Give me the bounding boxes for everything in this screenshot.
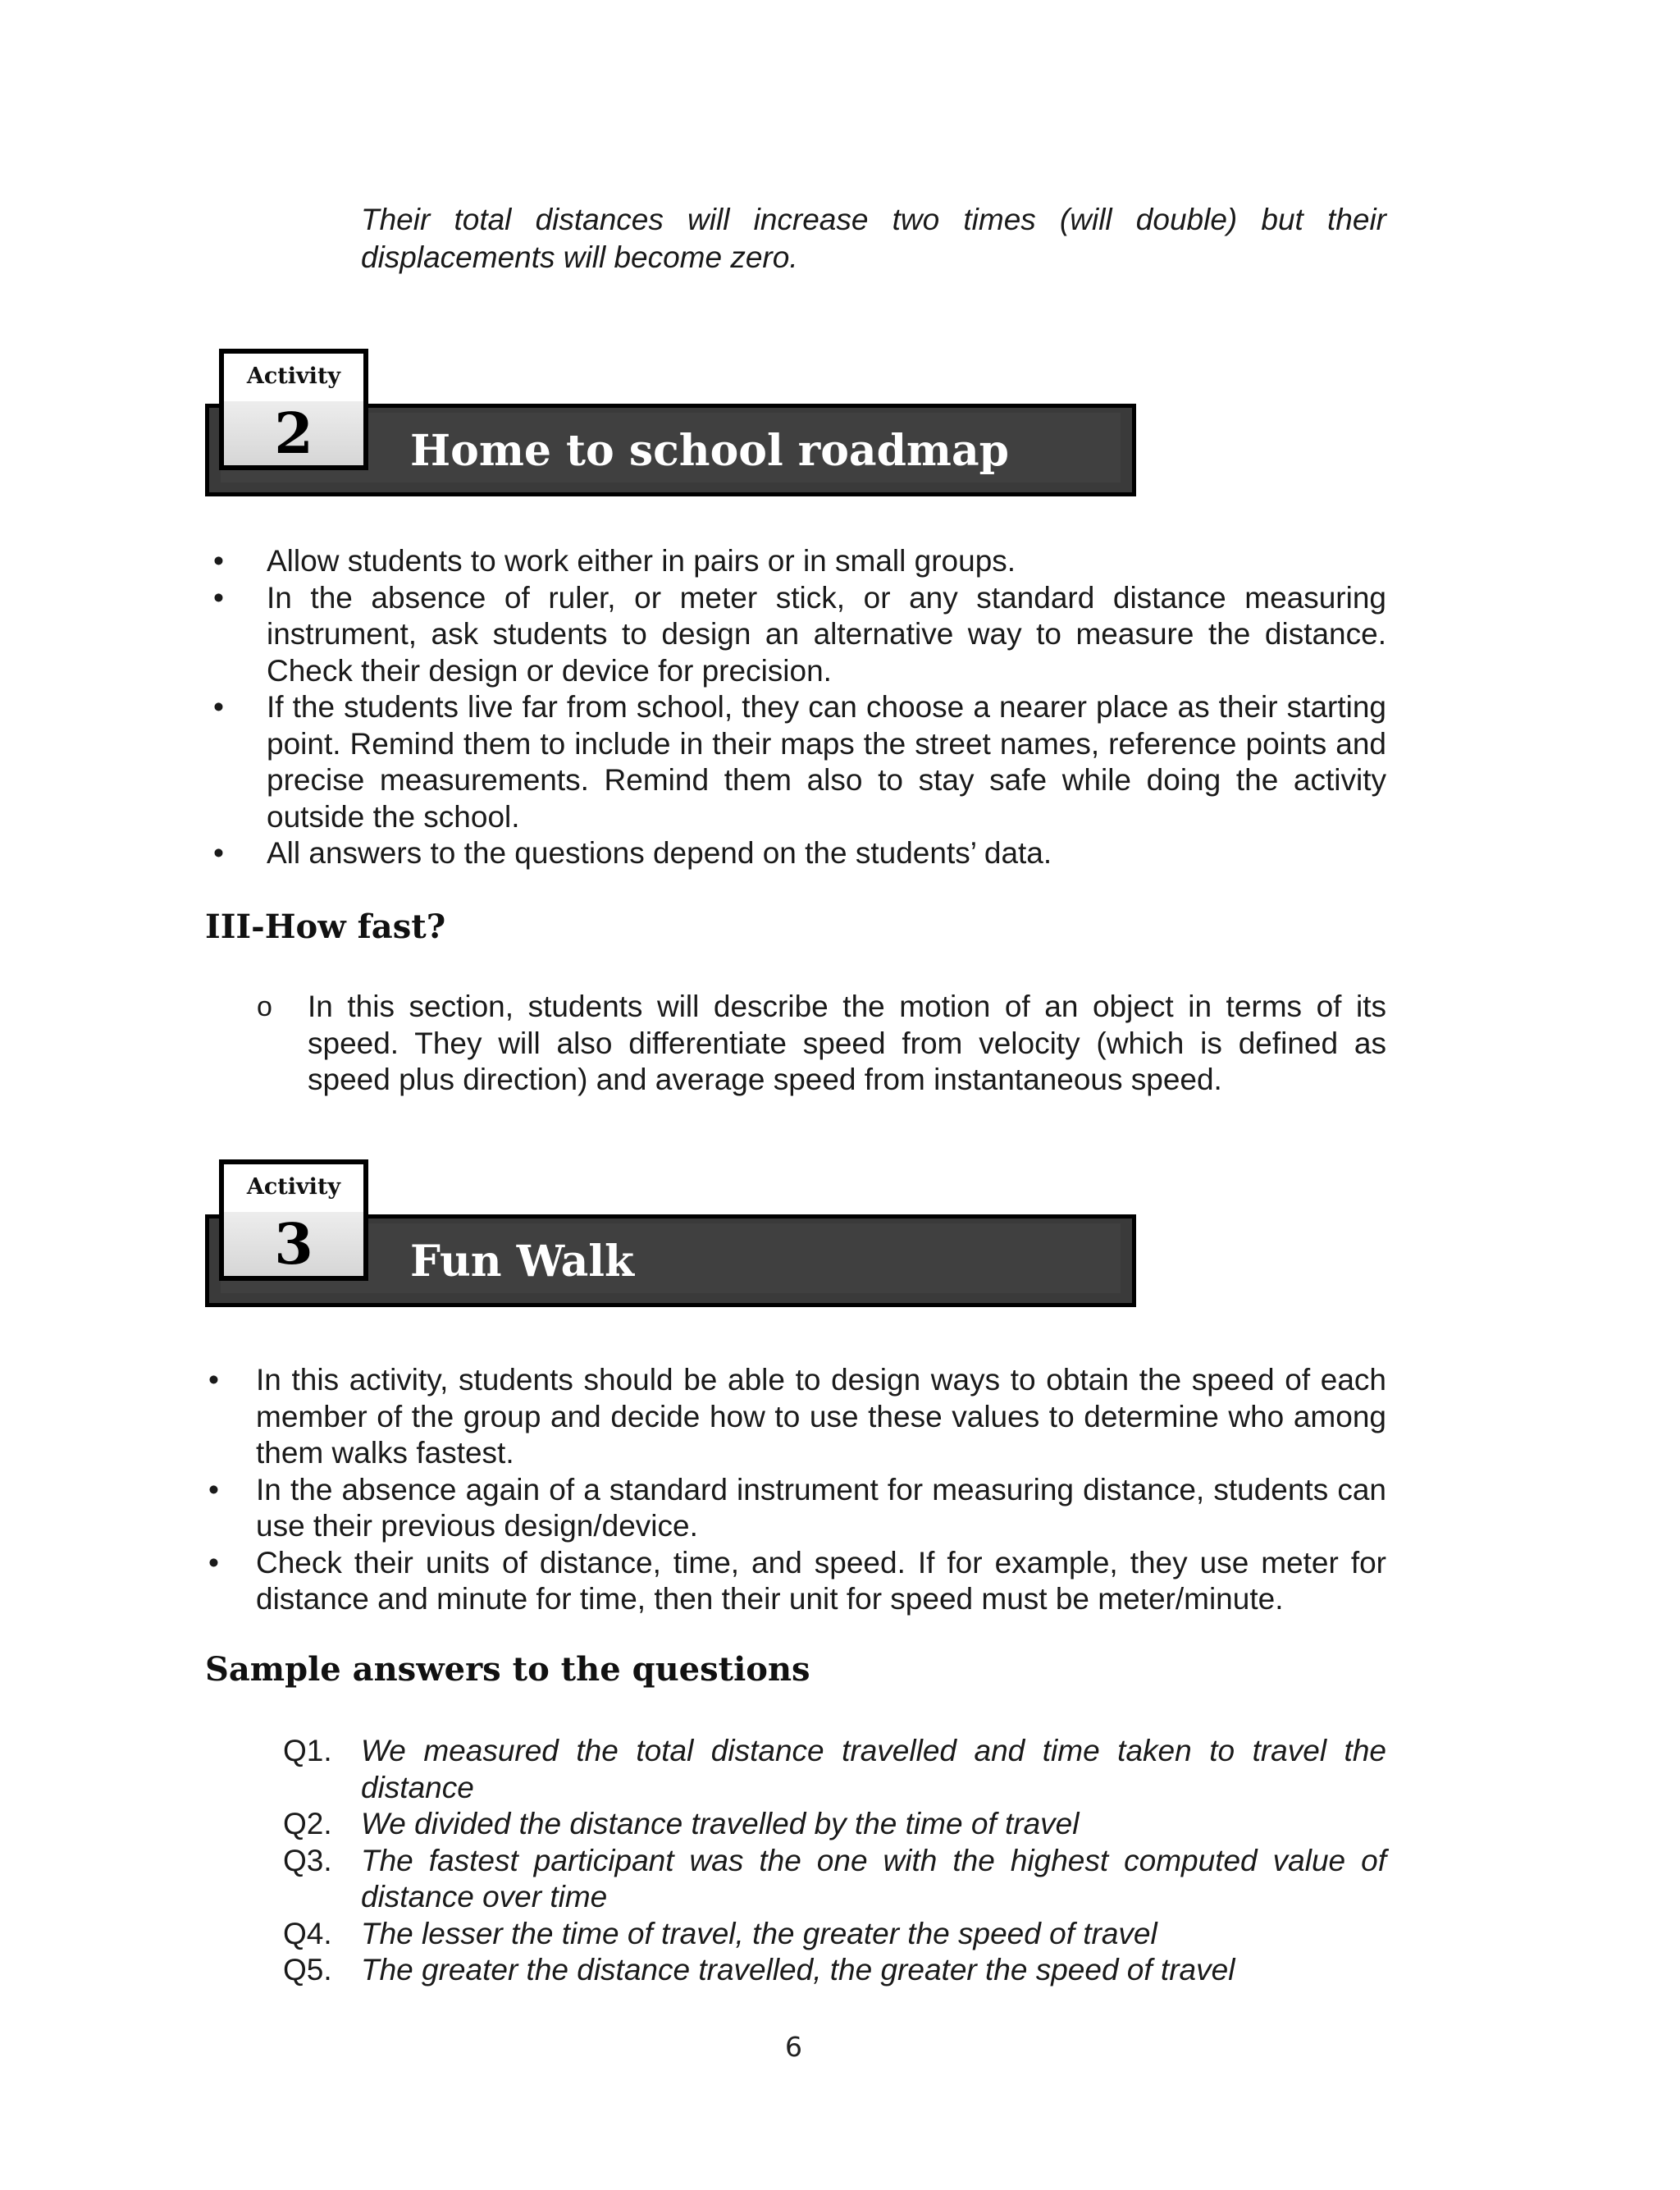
circle-bullet-icon: o	[257, 991, 272, 1022]
answer-text: We measured the total distance travelled and time taken to travel the distance	[361, 1734, 1386, 1804]
answer-text: We divided the distance travelled by the time of travel	[361, 1807, 1080, 1840]
answer-row	[283, 1843, 1386, 1916]
list-item: • Allow students to work either in pairs or in small groups.	[267, 543, 1386, 580]
section-heading-sample-answers: Sample answers to the questions	[205, 1650, 810, 1689]
question-number: Q2.	[283, 1807, 332, 1840]
page-number: 6	[785, 2031, 802, 2063]
list-item: • All answers to the questions depend on the students’ data.	[267, 835, 1386, 872]
list-item: • If the students live far from school, they can choose a nearer place as their starting point. Remind them to include in their maps the street names, reference points and precise measurements. Remind them also to stay safe while doing the activity outside the school.	[213, 690, 1386, 834]
activity-2-banner	[205, 349, 1136, 496]
answer-row	[283, 1916, 1386, 1953]
bullet-icon: •	[213, 690, 224, 724]
activity-3-notes-list	[208, 1362, 1386, 1618]
activity-2-notes-list	[213, 543, 1386, 872]
answer-row	[283, 1733, 1386, 1806]
question-number: Q5.	[283, 1953, 332, 1987]
question-number: Q3.	[283, 1843, 332, 1877]
answer-text: The lesser the time of travel, the greater the speed of travel	[361, 1916, 1157, 1950]
list-item: • In the absence again of a standard instrument for measuring distance, students can use their previous design/device.	[208, 1472, 1386, 1543]
bullet-icon: •	[208, 1545, 219, 1580]
list-item: • In the absence of ruler, or meter stick, or any standard distance measuring instrument, ask students to design an alternative way to measure the distance. Check their design or device for precision.	[213, 580, 1386, 688]
bullet-icon: •	[208, 1363, 219, 1397]
activity-2-number: 2	[274, 401, 313, 467]
section-heading-how-fast: III-How fast?	[205, 908, 446, 946]
answer-row	[283, 1952, 1386, 1989]
answer-text: The greater the distance travelled, the greater the speed of travel	[361, 1953, 1235, 1987]
bullet-icon: •	[208, 1472, 219, 1506]
answer-row	[283, 1806, 1386, 1843]
activity-3-tag	[219, 1159, 368, 1281]
activity-3-banner	[205, 1159, 1136, 1307]
activity-2-label: Activity	[246, 363, 341, 389]
list-item: • In this activity, students should be able to design ways to obtain the speed of each member of the group and decide how to use these values to determine who among them walks fastest.	[208, 1363, 1386, 1470]
intro-paragraph: Their total distances will increase two times (will double) but their displacements will become zero.	[361, 203, 1386, 274]
bullet-icon: •	[213, 580, 224, 615]
activity-3-title: Fun Walk	[410, 1237, 635, 1287]
bullet-icon: •	[213, 836, 224, 870]
list-item: • Check their units of distance, time, and speed. If for example, they use meter for distance and minute for time, then their unit for speed must be meter/minute.	[208, 1545, 1386, 1616]
activity-2-title: Home to school roadmap	[410, 426, 1010, 476]
activity-3-number: 3	[274, 1212, 313, 1278]
answer-text: The fastest participant was the one with the highest computed value of distance over time	[361, 1843, 1386, 1913]
activity-3-label: Activity	[246, 1174, 341, 1200]
question-number: Q4.	[283, 1916, 332, 1950]
sample-answers-list	[283, 1733, 1386, 1989]
section-3-description: o In this section, students will describe the motion of an object in terms of its speed. They will also differentiate speed from velocity (which is defined as speed plus direction) and average speed from instantaneous speed.	[257, 990, 1386, 1096]
bullet-icon: •	[213, 544, 224, 578]
activity-2-tag	[219, 349, 368, 470]
question-number: Q1.	[283, 1734, 332, 1767]
